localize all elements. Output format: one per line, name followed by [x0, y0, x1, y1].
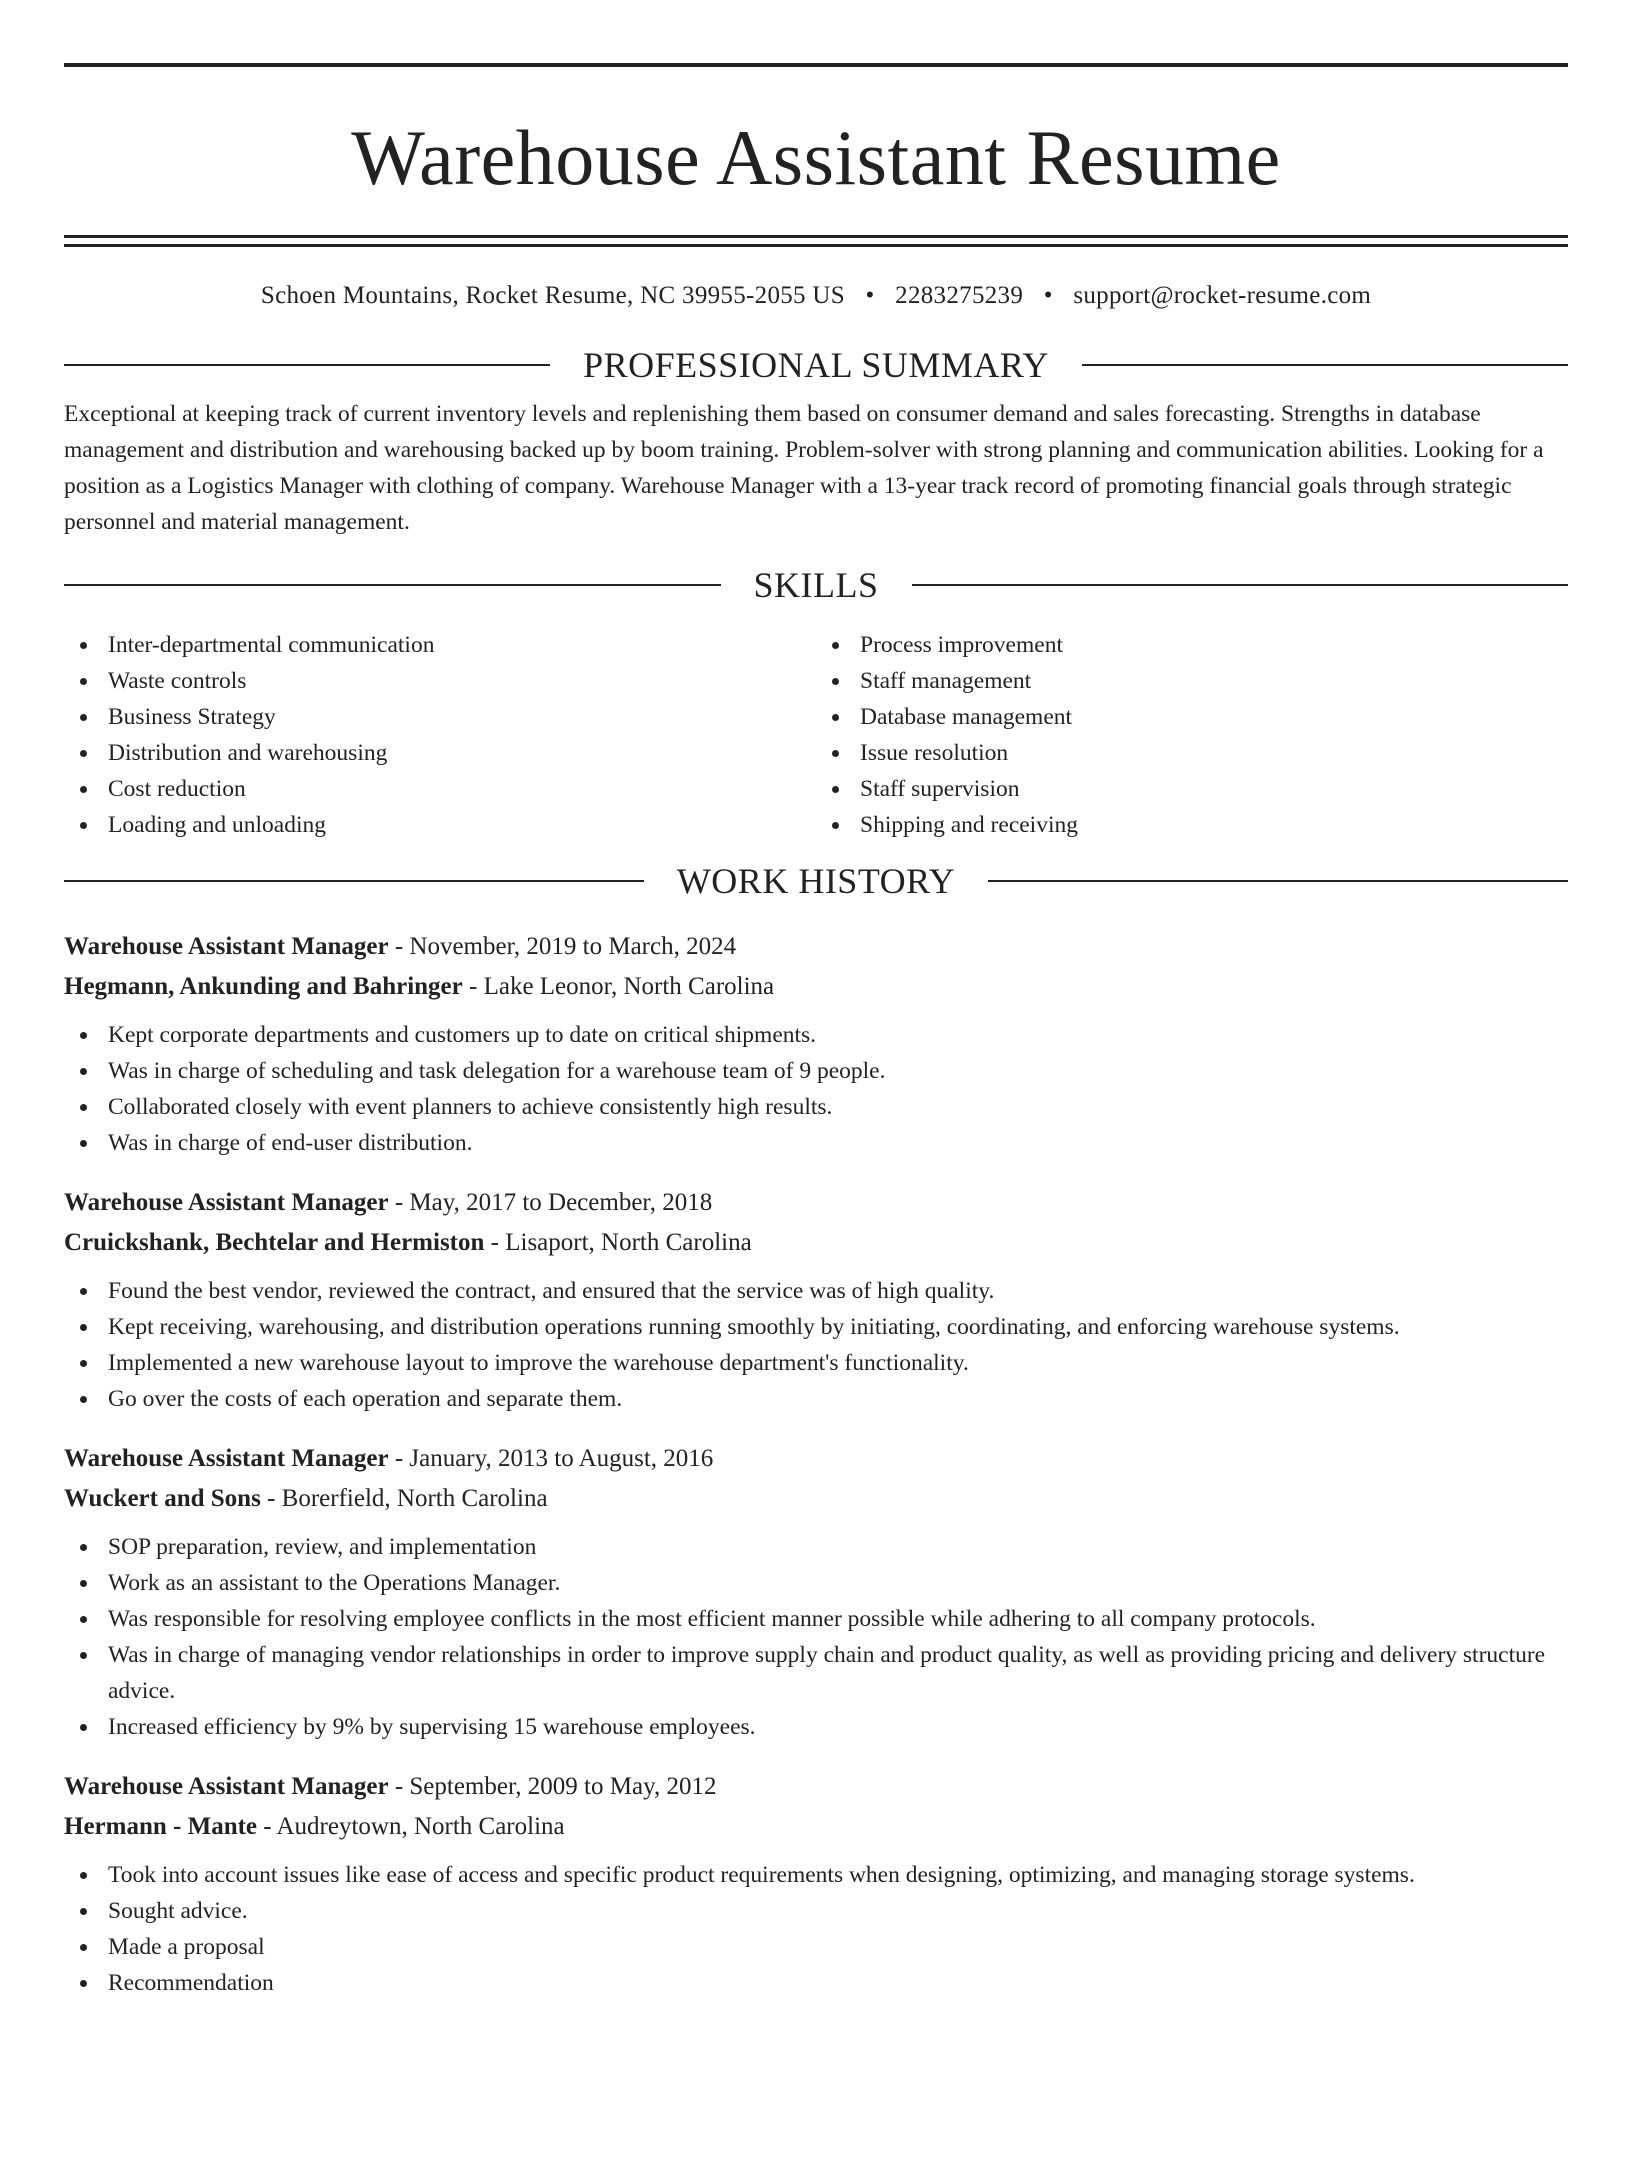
- skill-item: Staff management: [816, 663, 1568, 699]
- job-dates: - September, 2009 to May, 2012: [388, 1773, 717, 1800]
- job-bullet: Took into account issues like ease of access and specific product requirements when designing, optimizing, and managing storage systems.: [64, 1857, 1568, 1893]
- skills-column-right: [816, 627, 1568, 843]
- job-dates: - May, 2017 to December, 2018: [388, 1189, 713, 1216]
- job-company-line: [64, 967, 1568, 1007]
- job-entry: [64, 927, 1568, 1161]
- skill-item: Distribution and warehousing: [64, 735, 816, 771]
- summary-heading-label: PROFESSIONAL SUMMARY: [583, 345, 1049, 385]
- skill-item: Database management: [816, 699, 1568, 735]
- job-bullet: Was in charge of scheduling and task delegation for a warehouse team of 9 people.: [64, 1053, 1568, 1089]
- job-title-line: [64, 1767, 1568, 1807]
- job-location: - Lake Leonor, North Carolina: [462, 973, 775, 1000]
- work-history-heading-label: WORK HISTORY: [676, 861, 956, 901]
- resume-page: [0, 63, 1632, 2175]
- skill-item: Waste controls: [64, 663, 816, 699]
- job-title: Warehouse Assistant Manager: [64, 1773, 389, 1800]
- job-location: - Lisaport, North Carolina: [484, 1229, 752, 1256]
- skill-item: Shipping and receiving: [816, 807, 1568, 843]
- contact-address: Schoen Mountains, Rocket Resume, NC 39955-2055 US: [260, 282, 845, 309]
- skill-item: Process improvement: [816, 627, 1568, 663]
- job-company-line: [64, 1223, 1568, 1263]
- job-bullet: Kept receiving, warehousing, and distribution operations running smoothly by initiating, coordinating, and enforcing warehouse systems.: [64, 1309, 1568, 1345]
- job-bullet: Work as an assistant to the Operations Manager.: [64, 1565, 1568, 1601]
- job-company: Hegmann, Ankunding and Bahringer: [64, 973, 463, 1000]
- job-dates: - January, 2013 to August, 2016: [388, 1445, 714, 1472]
- job-bullet: Made a proposal: [64, 1929, 1568, 1965]
- work-history-heading: [64, 859, 1568, 903]
- resume-title: Warehouse Assistant Resume: [351, 114, 1281, 201]
- job-dates: - November, 2019 to March, 2024: [388, 933, 737, 960]
- top-rule: [64, 63, 1568, 67]
- job-bullets: [64, 1857, 1568, 2001]
- job-bullet: Was responsible for resolving employee conflicts in the most efficient manner possible while adhering to all company protocols.: [64, 1601, 1568, 1637]
- title-double-rule: [64, 235, 1568, 247]
- job-company: Hermann - Mante: [64, 1813, 258, 1840]
- job-bullet: Collaborated closely with event planners to achieve consistently high results.: [64, 1089, 1568, 1125]
- job-bullet: Recommendation: [64, 1965, 1568, 2001]
- heading-rule-left: [64, 880, 644, 882]
- contact-separator: •: [865, 282, 875, 309]
- job-company: Cruickshank, Bechtelar and Hermiston: [64, 1229, 485, 1256]
- job-title-line: [64, 927, 1568, 967]
- skill-item: Cost reduction: [64, 771, 816, 807]
- job-bullets: [64, 1017, 1568, 1161]
- contact-line: [64, 281, 1568, 311]
- skill-item: Loading and unloading: [64, 807, 816, 843]
- job-title: Warehouse Assistant Manager: [64, 933, 389, 960]
- job-entry: [64, 1183, 1568, 1417]
- skill-item: Business Strategy: [64, 699, 816, 735]
- skill-item: Issue resolution: [816, 735, 1568, 771]
- heading-rule-right: [1082, 364, 1568, 366]
- job-company: Wuckert and Sons: [64, 1485, 261, 1512]
- skills-heading: [64, 563, 1568, 607]
- job-company-line: [64, 1479, 1568, 1519]
- skills-column-left: [64, 627, 816, 843]
- summary-heading: [64, 343, 1568, 387]
- summary-text: Exceptional at keeping track of current inventory levels and replenishing them based on consumer demand and sales forecasting. Strengths in database management and distribution and warehousing backed up by boom training. Problem-solver with strong planning and communication abilities. Looking for a position as a Logistics Manager with clothing of company. Warehouse Manager with a 13-year track record of promoting financial goals through strategic personnel and material management.: [64, 401, 1544, 535]
- contact-email: support@rocket-resume.com: [1073, 282, 1372, 309]
- job-entry: [64, 1439, 1568, 1745]
- job-bullet: Was in charge of managing vendor relationships in order to improve supply chain and product quality, as well as providing pricing and delivery structure advice.: [64, 1637, 1568, 1709]
- job-bullet: Was in charge of end-user distribution.: [64, 1125, 1568, 1161]
- job-entry: [64, 1767, 1568, 2001]
- job-company-line: [64, 1807, 1568, 1847]
- job-bullets: [64, 1529, 1568, 1745]
- job-bullet: Kept corporate departments and customers up to date on critical shipments.: [64, 1017, 1568, 1053]
- job-title: Warehouse Assistant Manager: [64, 1189, 389, 1216]
- job-title: Warehouse Assistant Manager: [64, 1445, 389, 1472]
- job-bullet: Implemented a new warehouse layout to improve the warehouse department's functionality.: [64, 1345, 1568, 1381]
- heading-rule-left: [64, 364, 550, 366]
- job-bullet: Found the best vendor, reviewed the contract, and ensured that the service was of high quality.: [64, 1273, 1568, 1309]
- contact-separator: •: [1043, 282, 1053, 309]
- contact-phone: 2283275239: [895, 282, 1024, 309]
- skills-heading-label: SKILLS: [753, 565, 879, 605]
- job-bullets: [64, 1273, 1568, 1417]
- skill-item: Staff supervision: [816, 771, 1568, 807]
- job-title-line: [64, 1183, 1568, 1223]
- job-bullet: Increased efficiency by 9% by supervising 15 warehouse employees.: [64, 1709, 1568, 1745]
- heading-rule-right: [912, 584, 1569, 586]
- heading-rule-right: [988, 880, 1568, 882]
- skill-item: Inter-departmental communication: [64, 627, 816, 663]
- job-location: - Borerfield, North Carolina: [260, 1485, 548, 1512]
- job-bullet: SOP preparation, review, and implementation: [64, 1529, 1568, 1565]
- skills-list: [64, 627, 1568, 843]
- heading-rule-left: [64, 584, 721, 586]
- job-title-line: [64, 1439, 1568, 1479]
- job-location: - Audreytown, North Carolina: [257, 1813, 565, 1840]
- job-bullet: Go over the costs of each operation and separate them.: [64, 1381, 1568, 1417]
- job-bullet: Sought advice.: [64, 1893, 1568, 1929]
